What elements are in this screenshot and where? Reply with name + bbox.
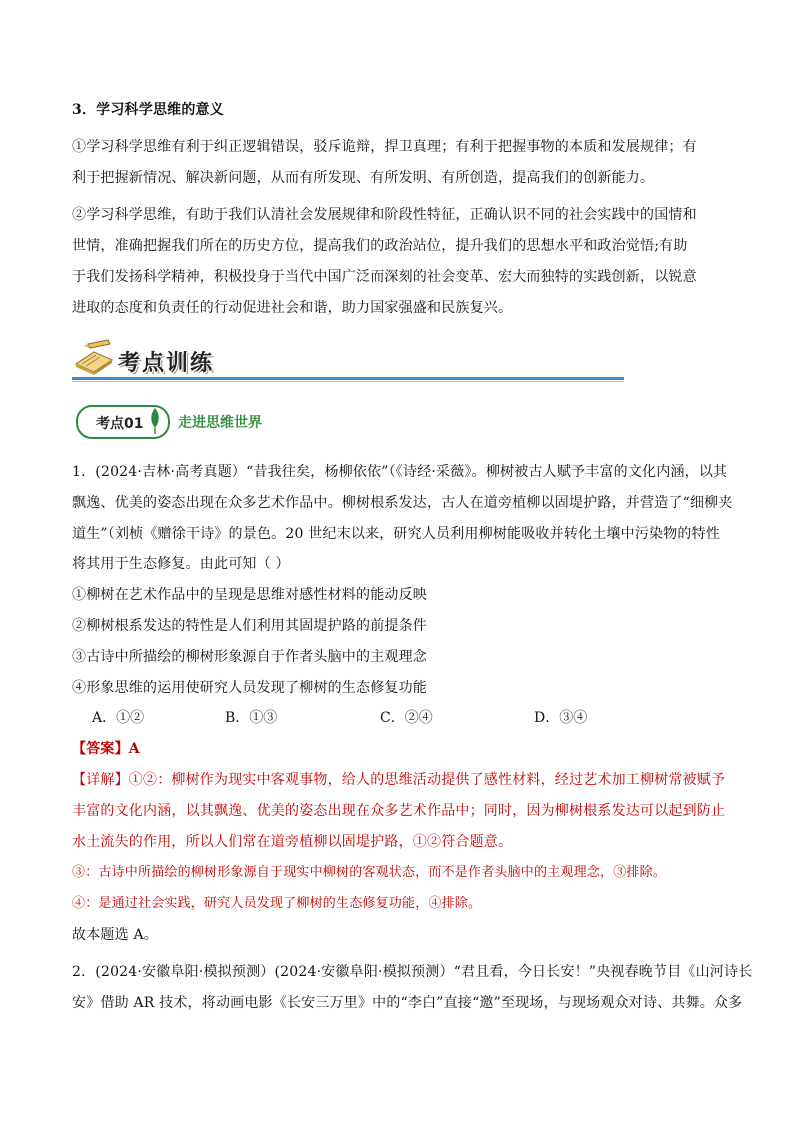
- book-pencil-icon: [72, 338, 116, 378]
- question-line: 将其用于生态修复。由此可知（ ）: [72, 556, 290, 572]
- paragraph-line: 于我们发扬科学精神，积极投身于当代中国广泛而深刻的社会变革、宏大而独特的实践创新，以锐意: [72, 269, 697, 285]
- question-line: 安》借助 AR 技术，将动画电影《长安三万里》中的“李白”直接“邀”至现场，与现场观众对诗、共舞。众多: [72, 995, 743, 1011]
- detail-line: 丰富的文化内涵，以其飘逸、优美的姿态出现在众多艺术作品中；同时，因为柳树根系发达可以起到防止: [72, 803, 726, 819]
- statement-3: ③古诗中所描绘的柳树形象源自于作者头脑中的主观理念: [72, 649, 427, 665]
- paragraph-line: 世情，准确把握我们所在的历史方位，提高我们的政治站位，提升我们的思想水平和政治觉悟;有助: [72, 238, 688, 254]
- question-line: 道生”（刘桢《赠徐干诗》的景色。20 世纪末以来，研究人员利用柳树能吸收并转化土壤中污染物的特性: [72, 526, 721, 542]
- detail-line: ④：是通过社会实践，研究人员发现了柳树的生态修复功能，④排除。: [72, 896, 482, 911]
- statement-1: ①柳树在艺术作品中的呈现是思维对感性材料的能动反映: [72, 587, 427, 603]
- topic-label: 考点01: [96, 416, 144, 432]
- leaf-icon: [150, 408, 160, 434]
- detail-line: 【详解】①②：柳树作为现实中客观事物，给人的思维活动提供了感性材料，经过艺术加工柳树常被赋予: [72, 772, 726, 788]
- section-banner: [72, 338, 624, 384]
- option-a: A．①②: [92, 710, 145, 726]
- option-c: C．②④: [380, 710, 433, 726]
- statement-4: ④形象思维的运用使研究人员发现了柳树的生态修复功能: [72, 680, 427, 696]
- conclusion-line: 故本题选 A。: [72, 927, 158, 943]
- topic-title: 走进思维世界: [178, 415, 262, 431]
- banner-divider: [72, 377, 624, 380]
- detail-line: ③：古诗中所描绘的柳树形象源自于现实中柳树的客观状态，而不是作者头脑中的主观理念，③排除。: [72, 865, 667, 880]
- paragraph-line: ①学习科学思维有利于纠正逻辑错误，驳斥诡辩，捍卫真理；有利于把握事物的本质和发展规律；有: [72, 139, 697, 155]
- question-line: 1．(2024·吉林·高考真题）“昔我往矣，杨柳依依”（《诗经·采薇》。柳树被古人赋予丰富的文化内涵，以其: [72, 464, 728, 480]
- section-heading: 3．学习科学思维的意义: [72, 102, 224, 118]
- question-line: 2．(2024·安徽阜阳·模拟预测）(2024·安徽阜阳·模拟预测）“君且看，今日长安！”央视春晚节目《山河诗长: [72, 964, 753, 980]
- option-d: D．③④: [534, 710, 588, 726]
- statement-2: ②柳树根系发达的特性是人们利用其固堤护路的前提条件: [72, 618, 427, 634]
- banner-divider-thin: [72, 381, 624, 382]
- detail-line: 水土流失的作用，所以人们常在道旁植柳以固堤护路，①②符合题意。: [72, 834, 513, 850]
- question-line: 飘逸、优美的姿态出现在众多艺术作品中。柳树根系发达，古人在道旁植柳以固堤护路，并营造了“细柳夹: [72, 495, 733, 511]
- paragraph-line: ②学习科学思维，有助于我们认清社会发展规律和阶段性特征，正确认识不同的社会实践中的国情和: [72, 207, 697, 223]
- banner-title: 考点训练: [118, 351, 215, 376]
- paragraph-line: 利于把握新情况、解决新问题，从而有所发现、有所发明、有所创造，提高我们的创新能力。: [72, 170, 655, 186]
- answer-label: 【答案】A: [72, 741, 140, 757]
- option-b: B．①③: [225, 710, 278, 726]
- answer-options: [92, 708, 612, 728]
- paragraph-line: 进取的态度和负责任的行动促进社会和谐，助力国家强盛和民族复兴。: [72, 300, 513, 316]
